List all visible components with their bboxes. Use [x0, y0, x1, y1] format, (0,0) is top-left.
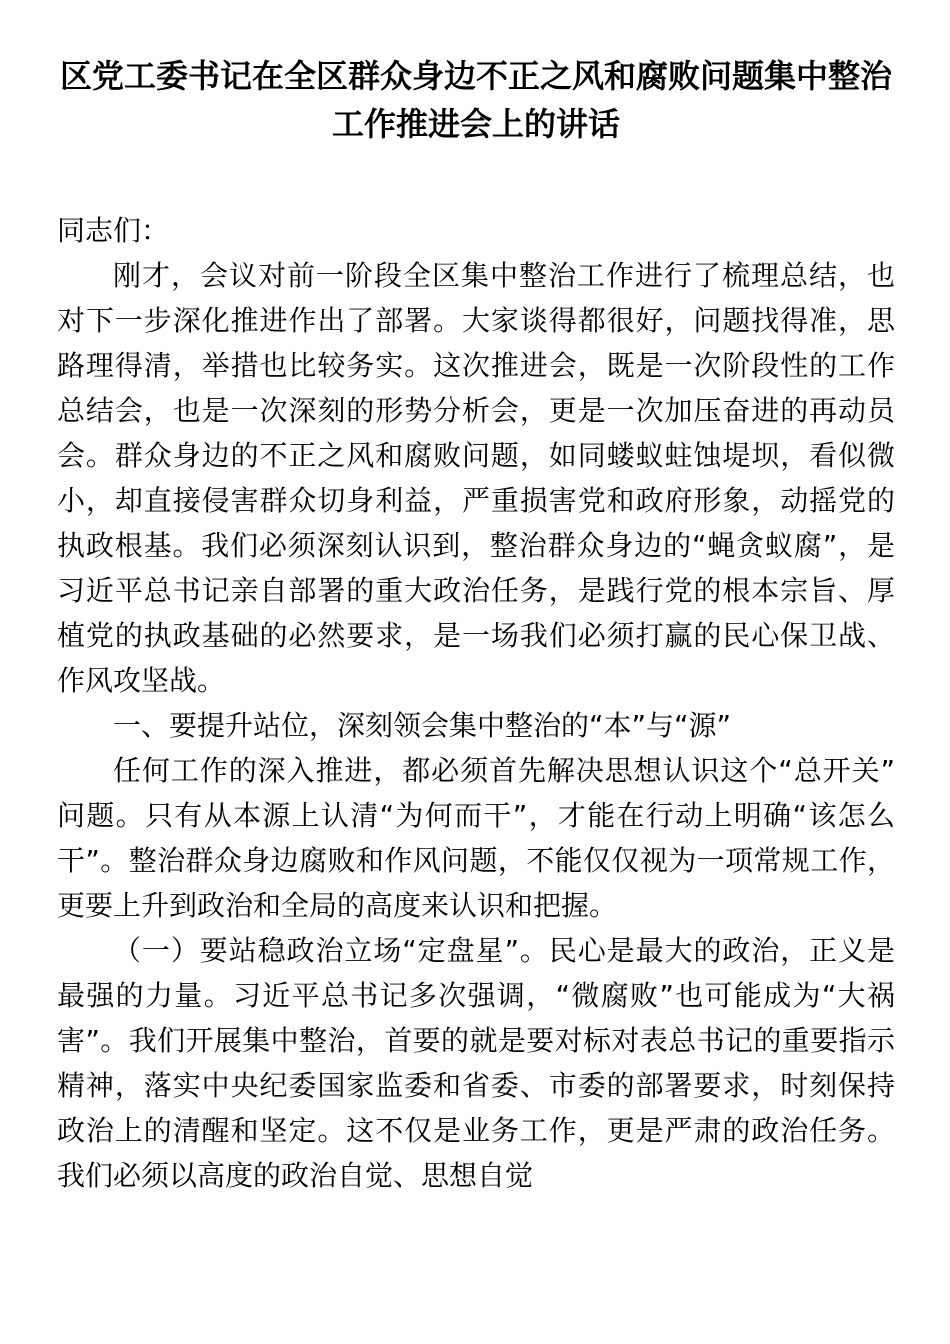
paragraph-opening: 刚才，会议对前一阶段全区集中整治工作进行了梳理总结，也对下一步深化推进作出了部署。大家谈得都很好，问题找得准，思路理得清，举措也比较务实。这次推进会，既是一次阶段性的工作总结会，也是一次深刻的形势分析会，更是一次加压奋进的再动员会。群众身边的不正之风和腐败问题，如同蝼蚁蛀蚀堤坝，看似微小，却直接侵害群众切身利益，严重损害党和政府形象，动摇党的执政根基。我们必须深刻认识到，整治群众身边的“蝇贪蚁腐”，是习近平总书记亲自部署的重大政治任务，是践行党的根本宗旨、厚植党的执政基础的必然要求，是一场我们必须打赢的民心保卫战、作风攻坚战。: [57, 259, 895, 697]
paragraph-section-one-lead: 任何工作的深入推进，都必须首先解决思想认识这个“总开关”问题。只有从本源上认清“为何而干”，才能在行动上明确“该怎么干”。整治群众身边腐败和作风问题，不能仅仅视为一项常规工作，更要上升到政治和全局的高度来认识和把握。: [57, 754, 895, 922]
paragraph-subsection-one: （一）要站稳政治立场“定盘星”。民心是最大的政治，正义是最强的力量。习近平总书记多次强调，“微腐败”也可能成为“大祸害”。我们开展集中整治，首要的就是要对标对表总书记的重要指示精神，落实中央纪委国家监委和省委、市委的部署要求，时刻保持政治上的清醒和坚定。这不仅是业务工作，更是严肃的政治任务。我们必须以高度的政治自觉、思想自觉: [57, 934, 895, 1192]
salutation: 同志们：: [57, 214, 170, 247]
section-heading-one: 一、要提升站位，深刻领会集中整治的“本”与“源”: [113, 709, 732, 742]
page-title: 区党工委书记在全区群众身边不正之风和腐败问题集中整治工作推进会上的讲话: [59, 57, 892, 143]
document-body: [57, 52, 895, 1198]
title-spacer: [57, 148, 895, 208]
